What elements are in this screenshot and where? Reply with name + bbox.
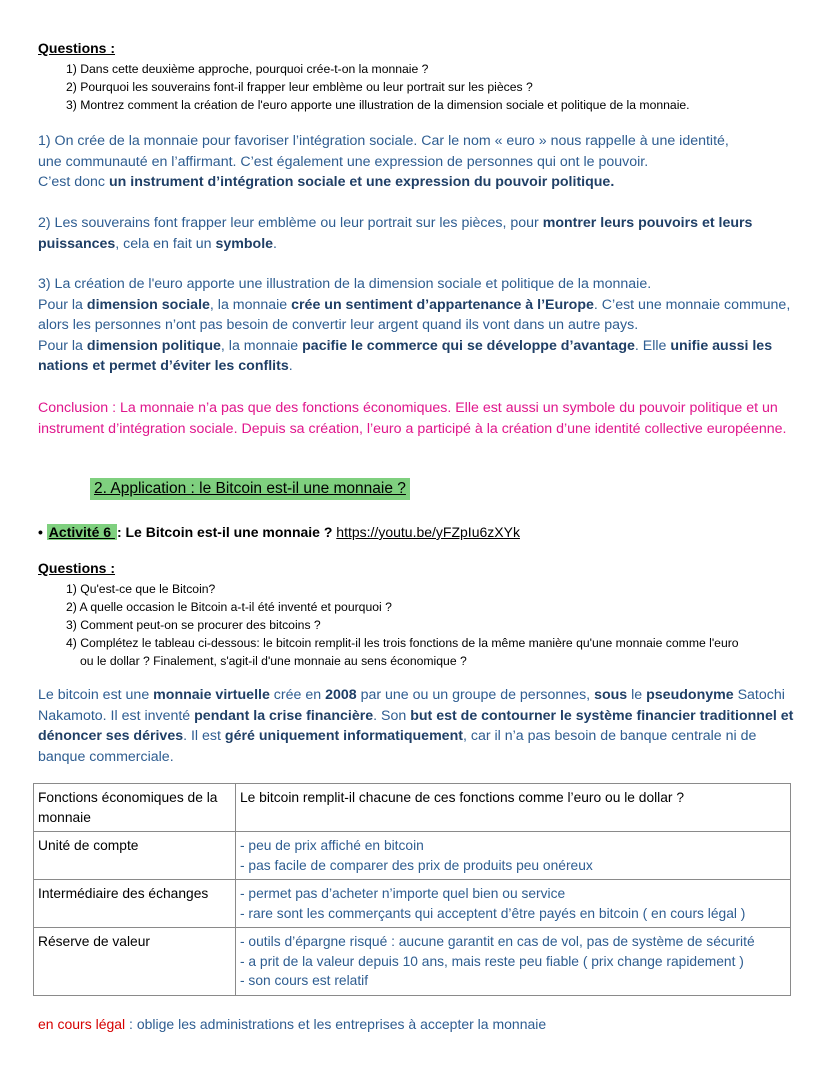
answer-2-text: 2) Les souverains font frapper leur emblème ou leur portrait sur les pièces, pour (38, 215, 543, 231)
function-cell: Unité de compte (34, 832, 236, 880)
table-row (34, 928, 791, 996)
answer-bold: sous (594, 687, 628, 703)
answer-3-text: , la monnaie (220, 337, 303, 354)
bitcoin-functions-table (33, 783, 791, 996)
definition-term: en cours légal (38, 1016, 126, 1032)
answer-bold: pendant la crise financière (194, 707, 374, 724)
function-cell: Intermédiaire des échanges (34, 880, 236, 928)
answer-bold: but est de contourner le système financier traditionnel et dénoncer ses dérives (38, 707, 794, 744)
answer-text: Satochi Nakamoto. Il est inventé (38, 687, 785, 724)
conclusion: Conclusion : La monnaie n’a pas que des fonctions économiques. Elle est aussi un symbole du pouvoir politique et un instrument d’intégration sociale. Depuis sa création, l’euro a participé à la création d’une identité collective européenne. (38, 400, 787, 437)
bitcoin-answer (38, 685, 798, 767)
answer-3-line: 3) La création de l'euro apporte une illustration de la dimension sociale et politique de la monnaie. (38, 276, 652, 292)
questions-heading-2: Questions : (38, 560, 116, 576)
answer-line: - peu de prix affiché en bitcoin (240, 838, 424, 853)
question-item: 2) A quelle occasion le Bitcoin a-t-il été inventé et pourquoi ? (66, 600, 392, 614)
answer-text: , car il n’a pas besoin de banque centrale ni de banque commerciale. (38, 728, 757, 765)
answer-3-text: . (288, 358, 293, 374)
answer-1-bold: un instrument d’intégration sociale et une expression du pouvoir politique. (108, 174, 615, 190)
answer-3-text: . C’est une monnaie commune, alors les personnes n’ont pas besoin de convertir leur argent quand ils vont dans un autre pays. (38, 296, 791, 333)
answer-3 (38, 274, 798, 377)
definition-note (38, 1014, 546, 1034)
answer-bold: monnaie virtuelle (153, 687, 270, 703)
question-item: ou le dollar ? Finalement, s'agit-il d'une monnaie au sens économique ? (80, 654, 467, 668)
answer-bold: 2008 (325, 687, 357, 703)
answer-1-line (38, 172, 798, 193)
answer-2-bold: montrer leurs pouvoirs et leurs puissances (38, 215, 753, 252)
answer-bold: pseudonyme (646, 687, 734, 703)
answer-3-bold: crée un sentiment d’appartenance à l’Europe (291, 296, 594, 313)
question-item: 2) Pourquoi les souverains font-il frapper leur emblème ou leur portrait sur les pièces ? (66, 80, 533, 94)
answer-cell (236, 832, 791, 880)
answer-line: - rare sont les commerçants qui acceptent d’être payés en bitcoin ( en cours légal ) (240, 905, 746, 921)
section-title: 2. Application : le Bitcoin est-il une monnaie ? (90, 478, 410, 500)
question-item: 1) Qu'est-ce que le Bitcoin? (66, 582, 216, 596)
answer-line: - permet pas d’acheter n’importe quel bien ou service (240, 886, 566, 901)
answer-line: - pas facile de comparer des prix de produits peu onéreux (240, 857, 593, 873)
function-cell: Réserve de valeur (34, 928, 236, 996)
question-item: 4) Complétez le tableau ci-dessous: le bitcoin remplit-il les trois fonctions de la même manière qu'une monnaie comme l'euro (66, 636, 739, 650)
answer-2-bold: symbole (215, 235, 274, 252)
answer-3-bold: dimension sociale (86, 296, 210, 313)
activity-heading (38, 522, 520, 542)
answer-1-line: une communauté en l’affirmant. C’est également une expression de personnes qui ont le pouvoir. (38, 153, 649, 170)
answer-3-text: Pour la (38, 296, 87, 313)
answer-3-social (38, 295, 798, 336)
answer-3-text: . Elle (634, 337, 671, 354)
activity-title: : Le Bitcoin est-il une monnaie ? (116, 524, 337, 540)
question-item: 3) Comment peut-on se procurer des bitcoins ? (66, 618, 321, 632)
video-link[interactable]: https://youtu.be/yFZpIu6zXYk (336, 524, 520, 540)
question-list-2 (66, 580, 739, 670)
answer-3-text: , la monnaie (209, 296, 292, 313)
answer-1 (38, 131, 798, 193)
answer-1-line: 1) On crée de la monnaie pour favoriser l’intégration sociale. Car le nom « euro » nous rappelle à une identité, (38, 133, 729, 149)
answer-text: . Son (373, 707, 411, 724)
answer-line: - outils d’épargne risqué : aucune garantit en cas de vol, pas de système de sécurité (240, 934, 755, 949)
answer-3-bold: unifie aussi les nations et permet d’éviter les conflits (38, 337, 773, 374)
questions-heading-1: Questions : (38, 40, 116, 56)
definition-text: : oblige les administrations et les entreprises à accepter la monnaie (125, 1016, 547, 1032)
answer-2 (38, 213, 798, 254)
answer-3-bold: dimension politique (86, 337, 221, 354)
bullet: • (38, 524, 43, 540)
answer-3-political (38, 336, 798, 377)
table-header-cell: Fonctions économiques de la monnaie (34, 784, 236, 832)
answer-2-text: . (273, 235, 277, 252)
answer-line: - son cours est relatif (240, 973, 369, 988)
question-list-1 (66, 60, 690, 114)
question-item: 1) Dans cette deuxième approche, pourquoi crée-t-on la monnaie ? (66, 62, 429, 76)
answer-3-text: Pour la (38, 337, 87, 354)
answer-text: crée en (269, 687, 326, 703)
answer-cell (236, 928, 791, 996)
answer-text: le (627, 687, 647, 703)
answer-text: . Il est (183, 728, 225, 744)
answer-text: Le bitcoin est une (38, 687, 154, 703)
table-header-cell: Le bitcoin remplit-il chacune de ces fonctions comme l’euro ou le dollar ? (236, 784, 791, 832)
table-row (34, 832, 791, 880)
answer-2-text: , cela en fait un (115, 235, 216, 252)
answer-line: - a prit de la valeur depuis 10 ans, mais reste peu fiable ( prix change rapidement ) (240, 953, 744, 969)
answer-1-text: C’est donc (38, 174, 109, 190)
answer-text: par une ou un groupe de personnes, (356, 687, 595, 703)
answer-bold: géré uniquement informatiquement (224, 728, 463, 744)
answer-cell (236, 880, 791, 928)
activity-tag: Activité 6 (48, 524, 115, 540)
question-item: 3) Montrez comment la création de l'euro apporte une illustration de la dimension sociale et politique de la monnaie. (66, 98, 690, 112)
table-header-row (34, 784, 791, 832)
answer-3-bold: pacifie le commerce qui se développe d’avantage (302, 337, 635, 354)
table-row (34, 880, 791, 928)
